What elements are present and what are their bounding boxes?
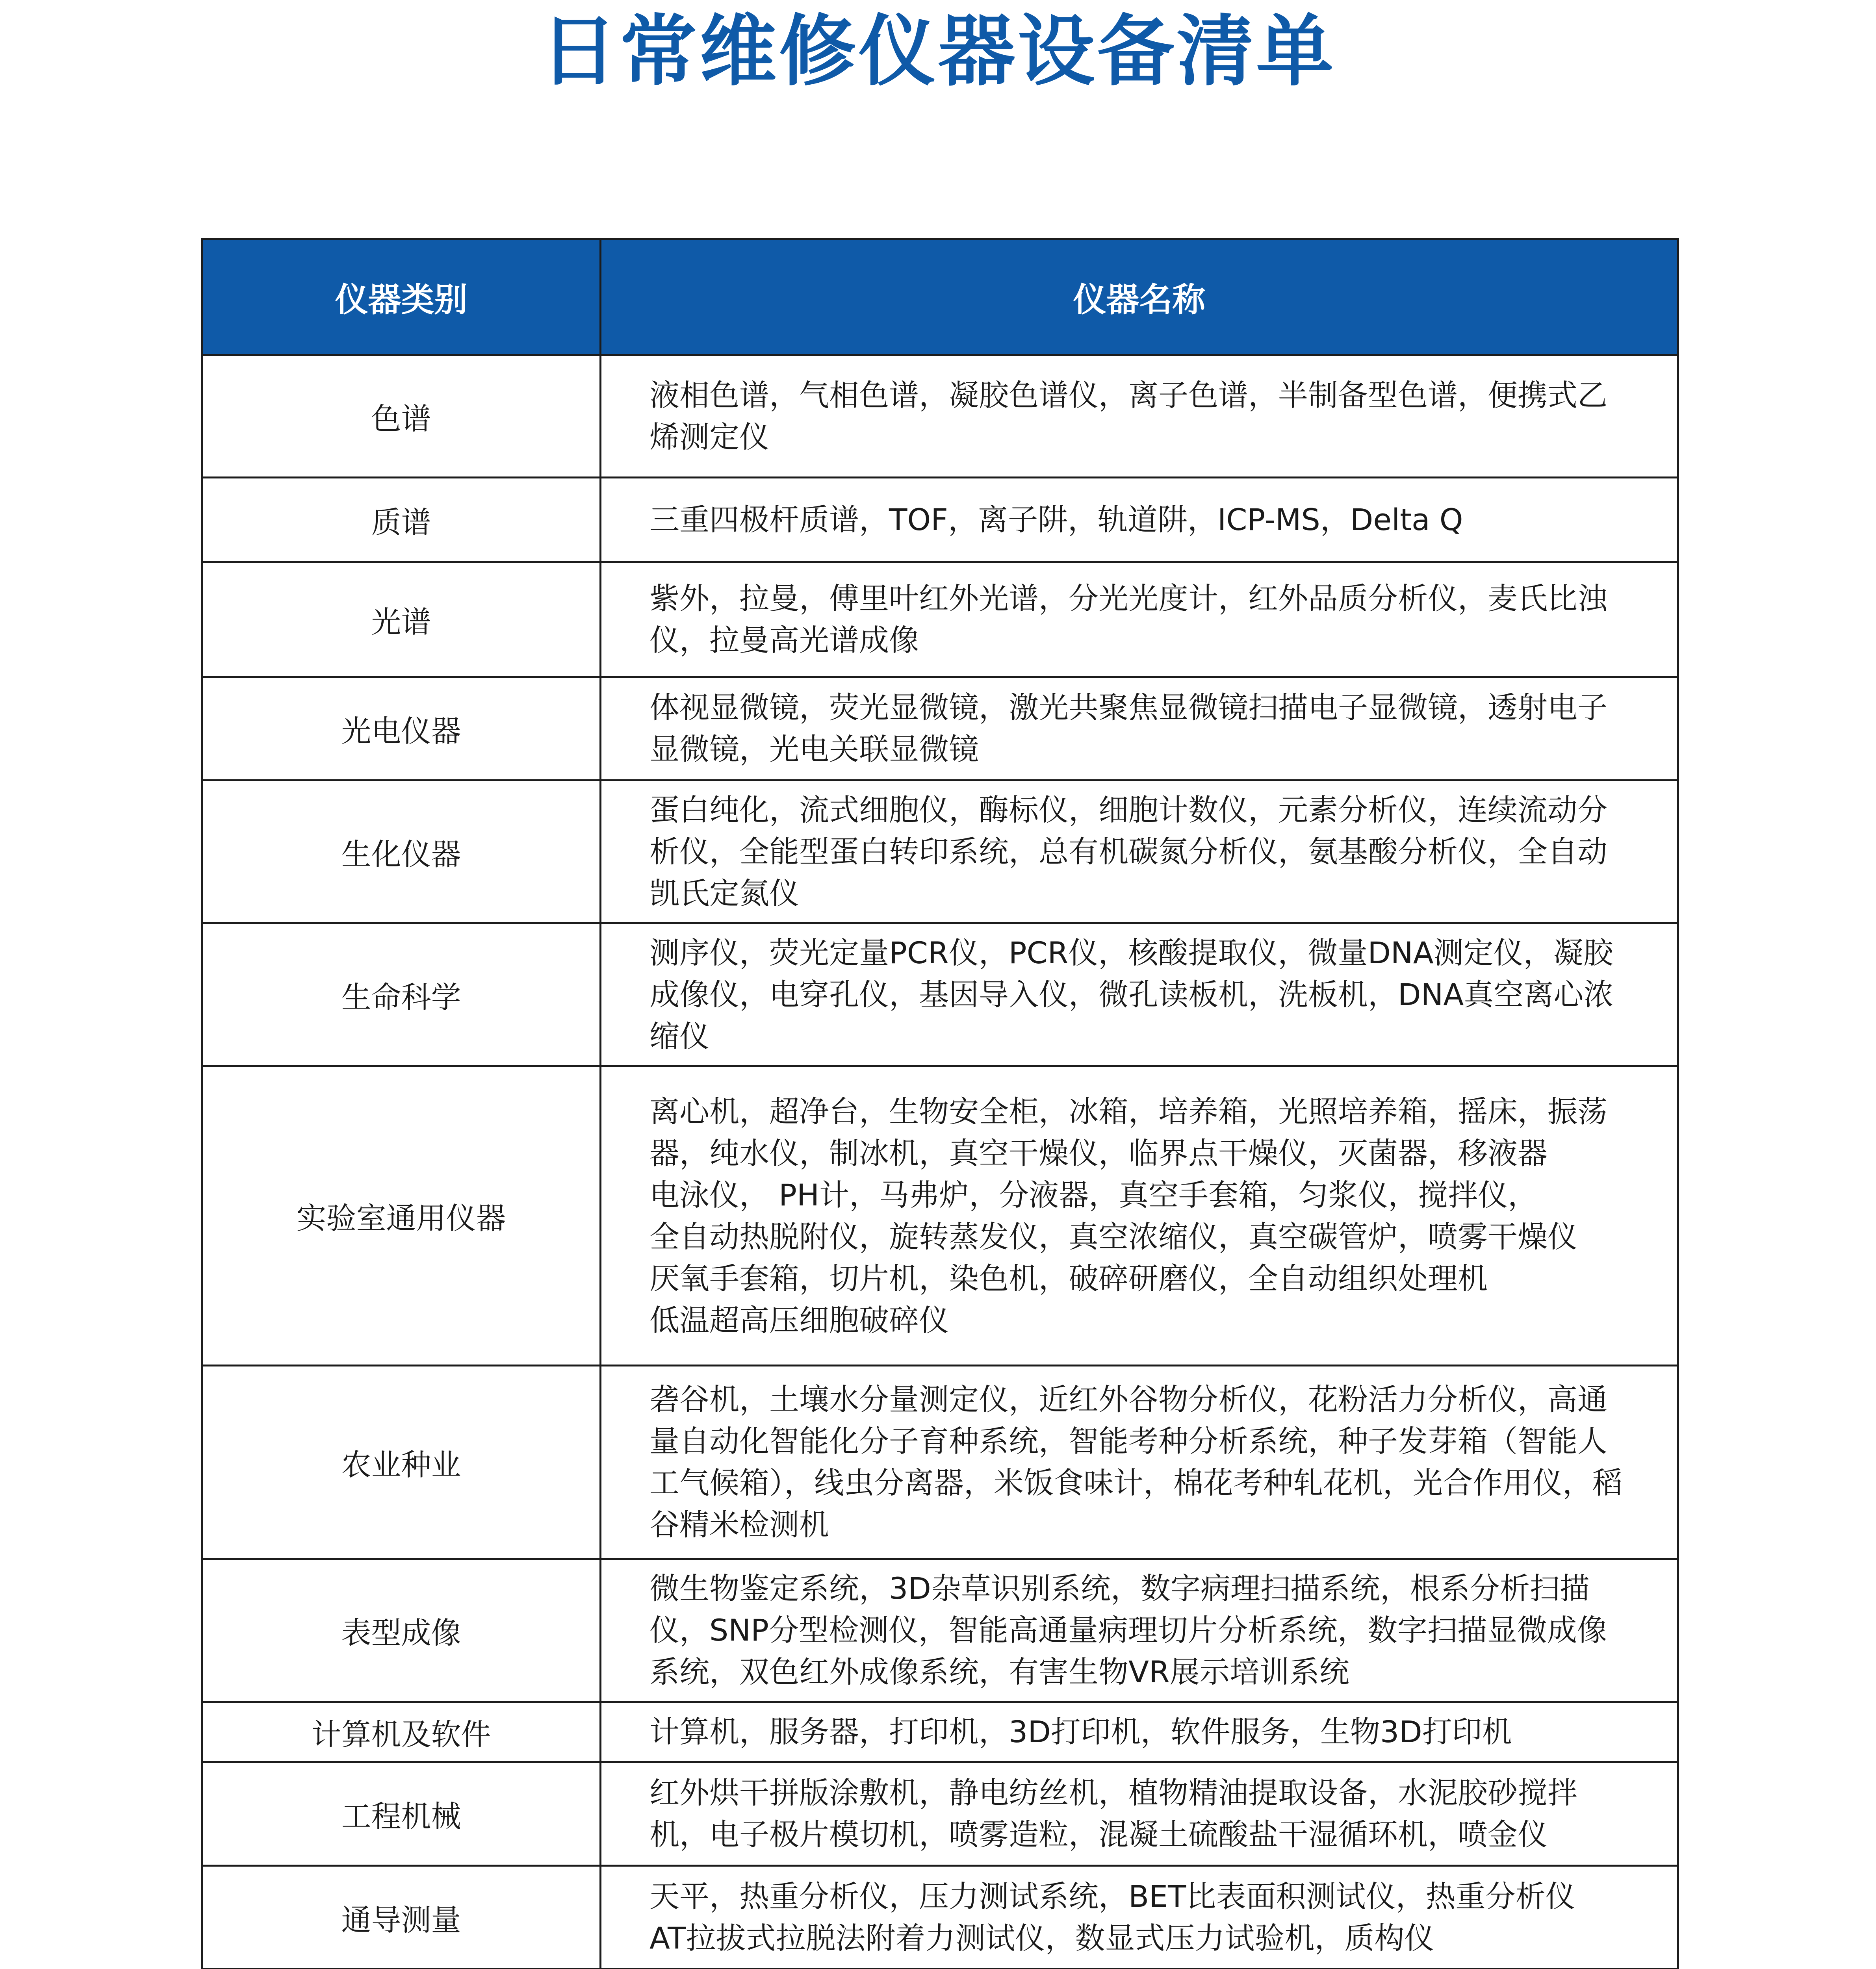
table-row	[202, 1702, 1678, 1762]
table-row	[202, 1866, 1678, 1969]
category-cell: 色谱	[202, 355, 601, 478]
table-row	[202, 923, 1678, 1066]
category-cell: 光谱	[202, 562, 601, 677]
names-cell: 测序仪，荧光定量PCR仪，PCR仪，核酸提取仪，微量DNA测定仪，凝胶成像仪，电穿孔仪，基因导入仪，微孔读板机，洗板机，DNA真空离心浓缩仪	[601, 923, 1678, 1066]
category-cell: 质谱	[202, 478, 601, 562]
names-cell: 红外烘干拼版涂敷机，静电纺丝机，植物精油提取设备，水泥胶砂搅拌机，电子极片模切机，喷雾造粒，混凝土硫酸盐干湿循环机，喷金仪	[601, 1762, 1678, 1866]
table-row	[202, 1762, 1678, 1866]
category-cell: 生命科学	[202, 923, 601, 1066]
header-names: 仪器名称	[601, 239, 1678, 355]
names-cell: 计算机，服务器，打印机，3D打印机，软件服务，生物3D打印机	[601, 1702, 1678, 1762]
names-cell: 砻谷机，土壤水分量测定仪，近红外谷物分析仪，花粉活力分析仪，高通量自动化智能化分子育种系统，智能考种分析系统，种子发芽箱（智能人工气候箱），线虫分离器，米饭食味计，棉花考种轧花机，光合作用仪，稻谷精米检测机	[601, 1366, 1678, 1559]
category-cell: 光电仪器	[202, 677, 601, 781]
page-title: 日常维修仪器设备清单	[540, 7, 1336, 96]
table-row	[202, 478, 1678, 562]
names-cell: 天平，热重分析仪，压力测试系统，BET比表面积测试仪，热重分析仪 AT拉拔式拉脱法附着力测试仪，数显式压力试验机，质构仪	[601, 1866, 1678, 1969]
table-row	[202, 781, 1678, 923]
category-cell: 农业种业	[202, 1366, 601, 1559]
category-cell: 通导测量	[202, 1866, 601, 1969]
names-cell: 三重四极杆质谱，TOF，离子阱，轨道阱，ICP-MS，Delta Q	[601, 478, 1678, 562]
category-cell: 表型成像	[202, 1559, 601, 1702]
table-row	[202, 1366, 1678, 1559]
table-row	[202, 1559, 1678, 1702]
table-row	[202, 355, 1678, 478]
names-cell: 离心机，超净台，生物安全柜，冰箱，培养箱，光照培养箱，摇床，振荡器，纯水仪，制冰机，真空干燥仪，临界点干燥仪，灭菌器，移液器 电泳仪， PH计，马弗炉，分液器，真空手套箱，匀浆仪，搅拌仪， 全自动热脱附仪，旋转蒸发仪，真空浓缩仪，真空碳管炉，喷雾干燥仪 厌氧手套箱，切片机，染色机，破碎研磨仪，全自动组织处理机 低温超高压细胞破碎仪	[601, 1066, 1678, 1366]
category-cell: 实验室通用仪器	[202, 1066, 601, 1366]
table-row	[202, 1066, 1678, 1366]
table-header-row	[202, 239, 1678, 355]
names-cell: 体视显微镜，荧光显微镜，激光共聚焦显微镜扫描电子显微镜，透射电子显微镜，光电关联显微镜	[601, 677, 1678, 781]
header-category: 仪器类别	[202, 239, 601, 355]
names-cell: 紫外，拉曼，傅里叶红外光谱，分光光度计，红外品质分析仪，麦氏比浊仪，拉曼高光谱成像	[601, 562, 1678, 677]
names-cell: 微生物鉴定系统，3D杂草识别系统，数字病理扫描系统，根系分析扫描仪，SNP分型检测仪，智能高通量病理切片分析系统，数字扫描显微成像系统，双色红外成像系统，有害生物VR展示培训系统	[601, 1559, 1678, 1702]
names-cell: 蛋白纯化，流式细胞仪，酶标仪，细胞计数仪，元素分析仪，连续流动分析仪，全能型蛋白转印系统，总有机碳氮分析仪，氨基酸分析仪，全自动凯氏定氮仪	[601, 781, 1678, 923]
category-cell: 生化仪器	[202, 781, 601, 923]
equipment-table	[201, 238, 1679, 1969]
table-row	[202, 677, 1678, 781]
category-cell: 工程机械	[202, 1762, 601, 1866]
table-row	[202, 562, 1678, 677]
names-cell: 液相色谱，气相色谱，凝胶色谱仪，离子色谱，半制备型色谱，便携式乙烯测定仪	[601, 355, 1678, 478]
category-cell: 计算机及软件	[202, 1702, 601, 1762]
